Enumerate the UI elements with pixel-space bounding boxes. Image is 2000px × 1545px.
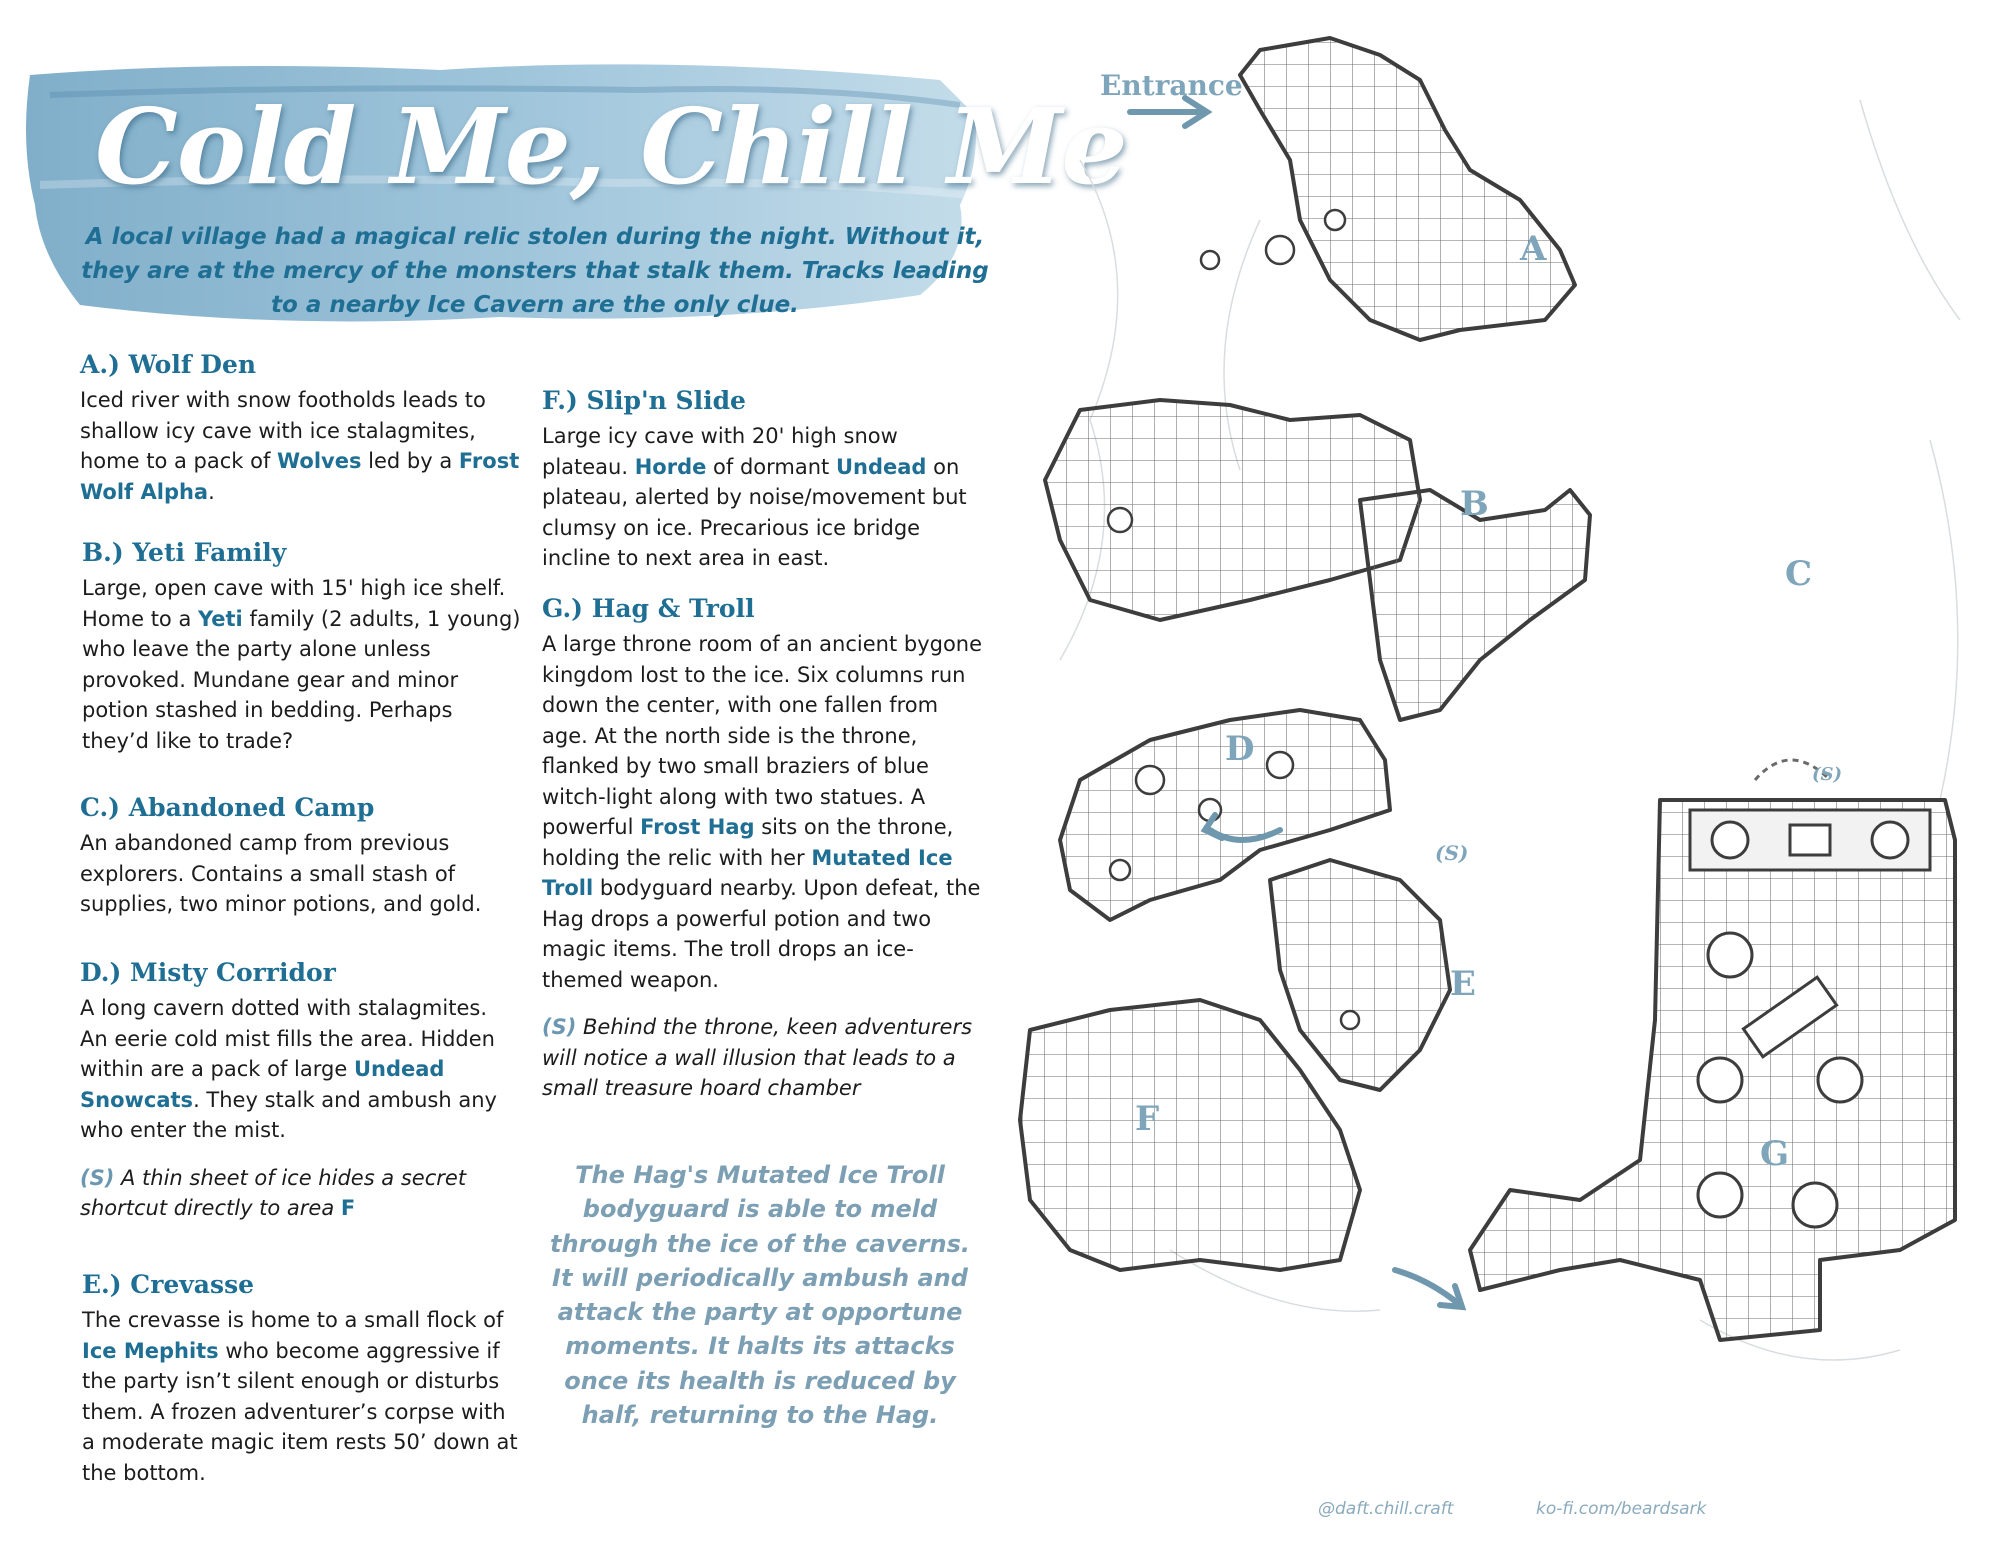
section-d-title: D.) Misty Corridor xyxy=(80,958,336,987)
map-label-c: C xyxy=(1785,554,1813,594)
troll-note: The Hag's Mutated Ice Troll bodyguard is able to meld through the ice of the caverns. It will periodically ambush and attack the party at opportune moments. It halts its attacks once its health is reduced by half, returning to the Hag. xyxy=(549,1161,970,1430)
entrance-label: Entrance xyxy=(1100,69,1243,102)
map-secret-label-d: (S) xyxy=(1435,841,1469,865)
map-label-d: D xyxy=(1225,729,1255,769)
cave-area-a xyxy=(1240,38,1575,340)
section-d-body: A long cavern dotted with stalagmites. An eerie cold mist fills the area. Hidden within are a pack of large Undead Snowcats. They stalk and ambush any who enter the mist. xyxy=(80,996,497,1142)
map-label-f: F xyxy=(1135,1099,1160,1139)
section-b-title: B.) Yeti Family xyxy=(82,538,287,567)
section-d-secret: (S) A thin sheet of ice hides a secret shortcut directly to area F xyxy=(80,1165,467,1220)
cave-area-e xyxy=(1270,860,1450,1090)
section-e-title: E.) Crevasse xyxy=(82,1270,255,1299)
section-c-body: An abandoned camp from previous explorers. Contains a small stash of supplies, two minor potions, and gold. xyxy=(80,831,482,916)
section-g-body: A large throne room of an ancient bygone kingdom lost to the ice. Six columns run down the center, with one fallen from age. At the north side is the throne, flanked by two small braziers of blue witch-light along with two statues. A powerful Frost Hag sits on the throne, holding the relic with her Mutated Ice Troll bodyguard nearby. Upon defeat, the Hag drops a powerful potion and two magic items. The troll drops an ice-themed weapon. xyxy=(542,632,983,992)
section-b xyxy=(82,538,522,756)
section-a xyxy=(80,350,520,507)
section-f-body: Large icy cave with 20' high snow plateau. Horde of dormant Undead on plateau, alerted by noise/movement but clumsy on ice. Precarious ice bridge incline to next area in east. xyxy=(542,424,967,570)
page-title: Cold Me, Chill Me xyxy=(95,85,1127,208)
section-g xyxy=(542,594,987,1104)
cave-area-c xyxy=(1360,490,1590,720)
footer-social: @daft.chill.craft xyxy=(1318,1499,1454,1519)
map-label-b: B xyxy=(1460,484,1489,524)
section-f-title: F.) Slip'n Slide xyxy=(542,386,746,415)
section-g-secret: (S) Behind the throne, keen adventurers will notice a wall illusion that leads to a small treasure hoard chamber xyxy=(542,1015,973,1100)
section-e xyxy=(82,1270,522,1488)
cavern-map xyxy=(1000,20,2000,1420)
section-d xyxy=(80,958,520,1224)
section-a-body: Iced river with snow footholds leads to shallow icy cave with ice stalagmites, home to a pack of Wolves led by a Frost Wolf Alpha. xyxy=(80,388,520,504)
footer-kofi: ko-fi.com/beardsark xyxy=(1536,1499,1707,1519)
section-f xyxy=(542,386,982,574)
section-a-title: A.) Wolf Den xyxy=(80,350,257,379)
entrance-arrow-icon xyxy=(1130,98,1207,126)
map-label-g: G xyxy=(1760,1134,1790,1174)
map-label-e: E xyxy=(1450,964,1476,1004)
map-label-a: A xyxy=(1520,229,1547,269)
section-c-title: C.) Abandoned Camp xyxy=(80,793,375,822)
f-to-g-arrow-icon xyxy=(1395,1270,1462,1307)
intro-text: A local village had a magical relic stolen during the night. Without it, they are at the mercy of the monsters that stalk them. Tracks leading to a nearby Ice Cavern are the only clue. xyxy=(81,224,989,318)
section-b-body: Large, open cave with 15' high ice shelf. Home to a Yeti family (2 adults, 1 young) who leave the party alone unless provoked. Mundane gear and minor potion stashed in bedding. Perhaps they’d like to trade? xyxy=(82,576,521,753)
map-secret-label-g: (S) xyxy=(1812,764,1843,785)
section-g-title: G.) Hag & Troll xyxy=(542,594,755,623)
section-e-body: The crevasse is home to a small flock of Ice Mephits who become aggressive if the party isn’t silent enough or disturbs them. A frozen adventurer’s corpse with a moderate magic item rests 50’ down at the bottom. xyxy=(82,1308,518,1485)
section-c xyxy=(80,793,520,920)
